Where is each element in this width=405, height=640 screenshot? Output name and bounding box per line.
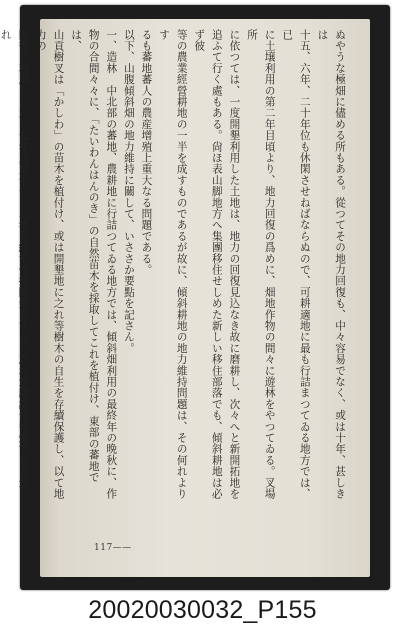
text-column: 回復に利用し、六、七年乃至十一、二年を經て伐採開墾をする。之れが所謂切替畑であるがこれ (0, 29, 30, 500)
paper-sheet (0, 19, 370, 577)
text-column: 十五、六年、二十年位も休閑させねばならぬので、可耕適地に最も行詰まつてゐる地方では、已 (281, 29, 311, 500)
vertical-text-block (0, 29, 348, 501)
text-column: に依つては、一度開墾利用した土地は、地力の回復見込なき故に磨耕し、次々へと新開拓地を (228, 29, 241, 500)
page-photo (0, 5, 390, 590)
text-column: 追ふて行く處もある。尙ほ表山脚地方へ集團移住せしめた新しい移住部落でも、傾斜耕地は必ず彼 (193, 29, 223, 500)
text-column: 等の農業經營耕地の一半を成すものであるが故に、傾斜耕地の地力維持問題は、その何れよりす (158, 29, 188, 500)
image-caption: 20020030032_P155 (88, 596, 317, 624)
text-column: 物の合間々々に、「たいわんはんのき」の自然苗木を採取してこれを植付け、東部の蕃地では、 (70, 29, 100, 483)
text-column: 以下、山腹傾斜畑の地力維持に關して、いささか要點を記さん。 (122, 29, 135, 354)
text-column: るも蕃地蕃人の農産增殖上重大なる問題である。 (140, 29, 153, 276)
text-column: ぬやうな極畑に儘める所もある。從つてその地力回復も、中々容易でなく、或は十年、甚しきは (316, 29, 346, 500)
page-number: 117—— (94, 543, 132, 553)
text-column: 一、造林 中北部の蕃地、農耕地に行詰つてゐる地方では、傾斜畑利用の最終年の晩秋に、作 (105, 29, 118, 500)
text-column: に土壌利用の第二年目頃より、地力回復の爲めに、畑地作物の間々に遊林をやつてゐる。叉場所 (246, 29, 276, 500)
text-column: 山貢樹叉は「かしわ」の苗木を植付け、或は開墾地に之れ等樹木の自生を存續保護し、以て地力の (34, 29, 65, 500)
